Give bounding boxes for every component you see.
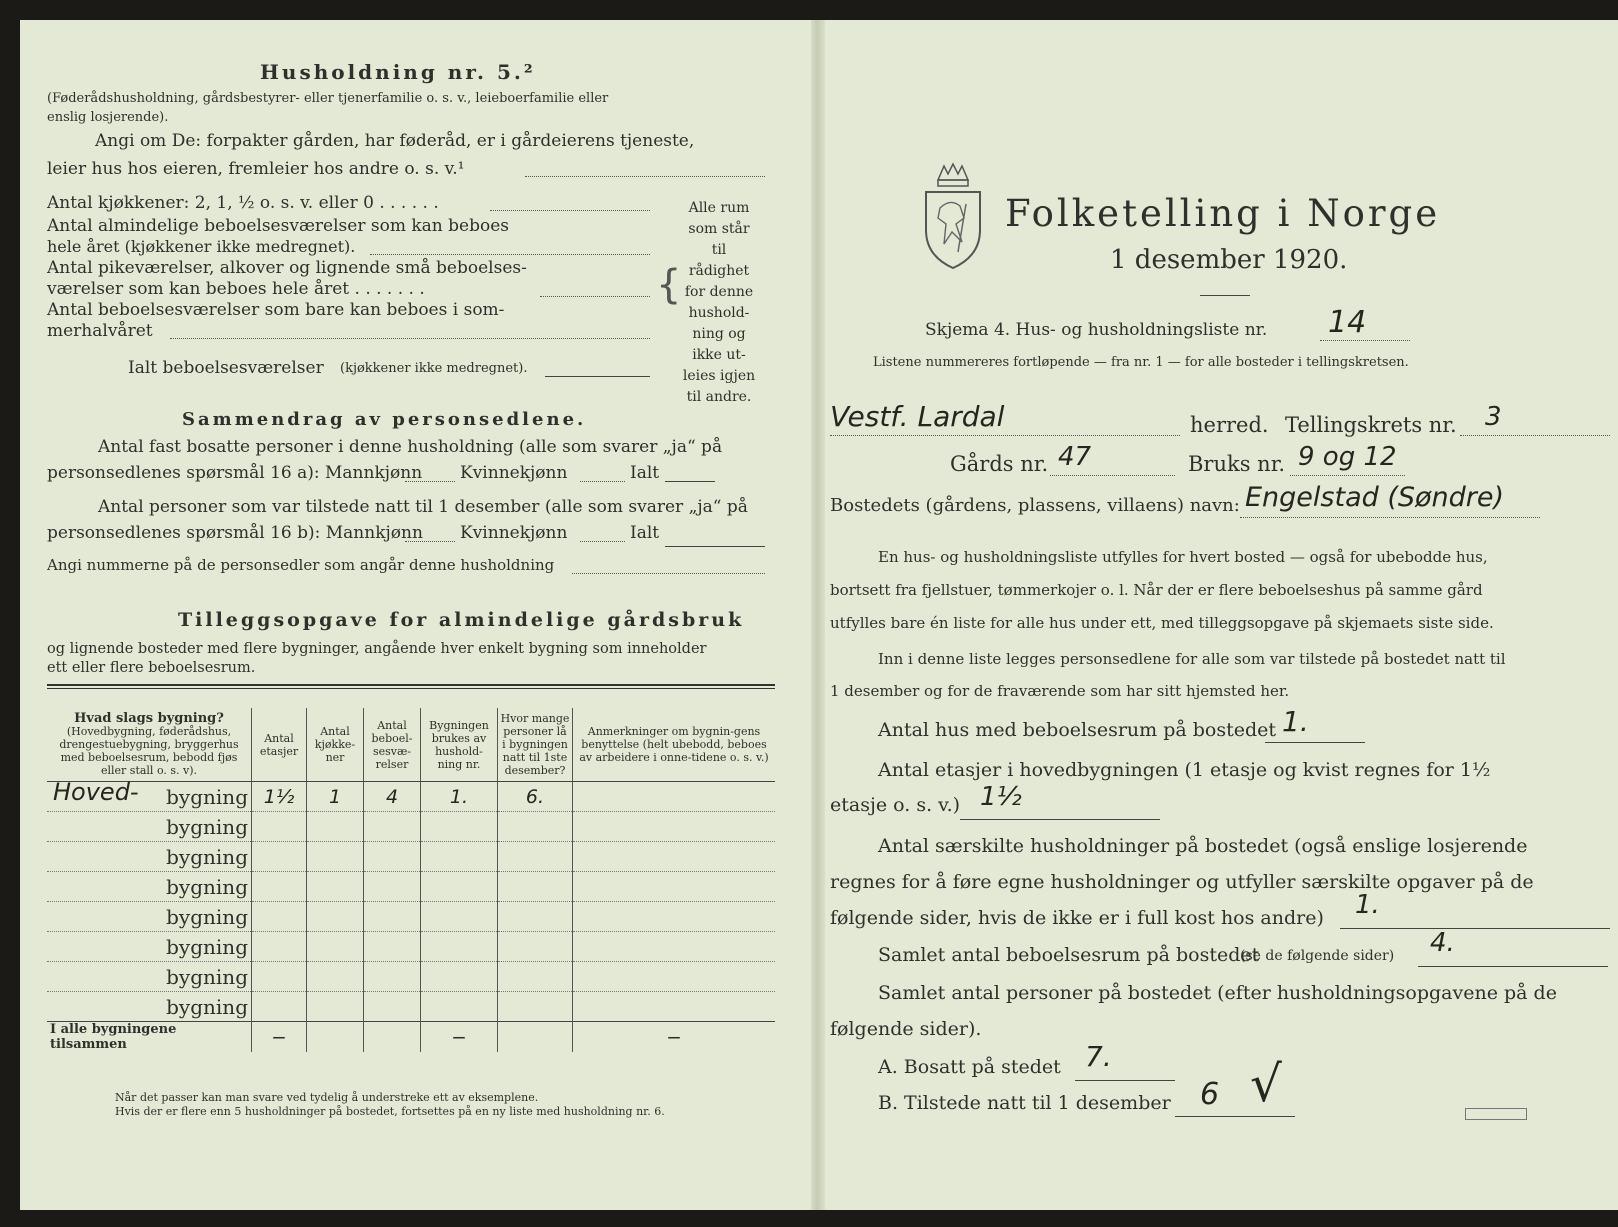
building-table-sum-row — [47, 1022, 775, 1053]
husholdninger-label-3: følgende sider, hvis de ikke er i full kost hos andre) — [830, 907, 1324, 929]
hus-line — [1265, 742, 1365, 743]
cell-personer[interactable] — [498, 812, 573, 842]
present-men-field[interactable] — [405, 541, 455, 542]
cell-husholdning-nr[interactable] — [421, 872, 498, 902]
instruction-line-4: Inn i denne liste legges personsedlene for alle som var tilstede på bostedet natt til — [878, 650, 1506, 668]
summary-line-1a: Antal fast bosatte personer i denne husholdning (alle som svarer „ja“ på — [98, 437, 723, 457]
header-remarks: Anmerkninger om bygnin-gens benyttelse (helt ubebodd, beboes av arbeidere i onne-tidene o. s. v.) — [573, 708, 776, 782]
cell-personer[interactable] — [498, 962, 573, 992]
angi-answer-line[interactable] — [525, 176, 765, 177]
side-note-line: ning og — [692, 326, 746, 342]
tellingskrets-value[interactable]: 3 — [1485, 402, 1502, 432]
bosted-value[interactable]: Engelstad (Søndre) — [1245, 482, 1505, 513]
angi-line-2: leier hus hos eieren, fremleier hos andre o. s. v.¹ — [47, 159, 465, 179]
present-women-label: Kvinnekjønn — [460, 523, 568, 543]
header-floors: Antal etasjer — [252, 708, 307, 782]
cell-kjokkener[interactable] — [307, 872, 364, 902]
cell-beboelsesvaerelser[interactable] — [364, 992, 421, 1022]
rooms-question-kitchens: Antal kjøkkener: 2, 1, ½ o. s. v. eller 0 . . . . . . — [47, 193, 439, 213]
supplement-note-1: og lignende bosteder med flere bygninger, angående hver enkelt bygning som inneholder — [47, 641, 707, 657]
building-table-header — [47, 708, 775, 782]
summary-line-3: Angi nummerne på de personsedler som angår denne husholdning — [47, 556, 555, 574]
cell-beboelsesvaerelser[interactable] — [364, 872, 421, 902]
header-household-nr: Bygningen brukes av hushold-ning nr. — [421, 708, 498, 782]
kitchens-answer-line[interactable] — [490, 210, 650, 211]
cell-husholdning-nr[interactable] — [421, 962, 498, 992]
building-type-printed: bygning — [166, 784, 248, 809]
footnote-2: Hvis der er flere enn 5 husholdninger på bostedet, fortsettes på en ny liste med husholdning nr. 6. — [115, 1105, 665, 1118]
cell-anmerkninger[interactable] — [573, 872, 776, 902]
numbering-note: Listene nummereres fortløpende — fra nr. 1 — for alle bosteder i tellingskretsen. — [873, 355, 1409, 370]
sum-kitchens — [307, 1022, 364, 1053]
rooms-question-summer-b: merhalvåret — [47, 321, 153, 341]
schema-label: Skjema 4. Hus- og husholdningsliste nr. — [925, 320, 1268, 340]
summary-line-2b: personsedlenes spørsmål 16 b): Mannkjønn — [47, 523, 423, 543]
sum-household-nr: — — [421, 1022, 498, 1053]
building-type-cell[interactable] — [47, 962, 252, 992]
ordinary-rooms-answer-line[interactable] — [370, 254, 650, 255]
rum-label: Samlet antal beboelsesrum på bostedet — [878, 944, 1260, 966]
side-note-line: hushold- — [688, 305, 750, 321]
sum-persons — [498, 1022, 573, 1053]
building-type-printed: bygning — [166, 814, 248, 839]
header-building-type-desc: (Hovedbygning, føderådshus, drengestuebygning, bryggerhus med beboelsesrum, bebodd fjøs eller stall o. s. v). — [59, 725, 239, 777]
bruks-label: Bruks nr. — [1188, 452, 1286, 476]
schema-number-line — [1320, 340, 1410, 341]
rooms-question-summer-a: Antal beboelsesværelser som bare kan beboes i som- — [47, 300, 505, 320]
cell-etasjer[interactable] — [252, 992, 307, 1022]
etasjer-label-2: etasje o. s. v.) — [830, 794, 961, 816]
cell-kjokkener[interactable] — [307, 962, 364, 992]
instruction-line-1: En hus- og husholdningsliste utfylles for hvert bosted — også for ubebodde hus, — [878, 548, 1488, 566]
cell-husholdning-nr[interactable] — [421, 902, 498, 932]
etasjer-label-1: Antal etasjer i hovedbygningen (1 etasje og kvist regnes for 1½ — [878, 759, 1491, 781]
right-page — [820, 20, 1618, 1210]
herred-value[interactable]: Vestf. Lardal — [830, 400, 1005, 433]
household-note-line-1: (Føderådshusholdning, gårdsbestyrer- eller tjenerfamilie o. s. v., leieboerfamilie eller — [47, 91, 609, 106]
cell-etasjer[interactable]: 1½ — [252, 782, 307, 812]
cell-beboelsesvaerelser[interactable]: 4 — [364, 782, 421, 812]
personer-label-2: følgende sider). — [830, 1018, 982, 1040]
cell-anmerkninger[interactable] — [573, 932, 776, 962]
cell-anmerkninger[interactable] — [573, 902, 776, 932]
header-rooms: Antal beboel-sesvæ-relser — [364, 708, 421, 782]
tilstede-value[interactable]: 6 — [1200, 1077, 1220, 1112]
etasjer-line — [960, 819, 1160, 820]
building-type-cell[interactable] — [47, 932, 252, 962]
cell-kjokkener[interactable] — [307, 992, 364, 1022]
instruction-line-2: bortsett fra fjellstuer, tømmerkojer o. l. Når der er flere beboelseshus på samme gård — [830, 581, 1483, 599]
cell-kjokkener[interactable] — [307, 932, 364, 962]
hus-label: Antal hus med beboelsesrum på bostedet — [878, 719, 1277, 741]
cell-kjokkener[interactable] — [307, 902, 364, 932]
side-note — [680, 198, 758, 408]
gards-label: Gårds nr. — [950, 452, 1049, 476]
cell-etasjer[interactable] — [252, 962, 307, 992]
form-title: Folketelling i Norge — [1005, 192, 1441, 235]
cell-etasjer[interactable] — [252, 812, 307, 842]
printer-mark — [1465, 1108, 1527, 1120]
census-form-sheet — [20, 20, 1618, 1210]
sum-rooms — [364, 1022, 421, 1053]
bruks-line — [1290, 475, 1405, 476]
rooms-question-small-b: værelser som kan beboes hele året . . . . . . . — [47, 279, 425, 299]
bosatt-line — [1075, 1080, 1175, 1081]
instruction-line-3: utfylles bare én liste for alle hus under ett, med tilleggsopgave på skjemaets siste side. — [830, 614, 1494, 632]
table-row — [47, 812, 775, 842]
resident-total-field[interactable] — [665, 481, 715, 482]
cell-anmerkninger[interactable] — [573, 812, 776, 842]
cell-beboelsesvaerelser[interactable] — [364, 902, 421, 932]
building-table — [47, 708, 775, 1052]
summer-rooms-answer-line[interactable] — [170, 338, 650, 339]
household-note-line-2: enslig losjerende). — [47, 110, 169, 125]
rooms-question-ordinary-a: Antal almindelige beboelsesværelser som kan beboes — [47, 216, 509, 236]
building-type-printed: bygning — [166, 874, 248, 899]
supplement-title: Tilleggsopgave for almindelige gårdsbruk — [178, 609, 745, 631]
cell-personer[interactable]: 6. — [498, 782, 573, 812]
sum-remarks: — — [573, 1022, 776, 1053]
rum-line — [1418, 966, 1608, 967]
schema-number-value[interactable]: 14 — [1328, 305, 1367, 340]
husholdninger-line — [1340, 928, 1610, 929]
table-row — [47, 842, 775, 872]
resident-total-label: Ialt — [630, 463, 660, 483]
sum-floors: — — [252, 1022, 307, 1053]
header-building-type — [47, 708, 252, 782]
cell-anmerkninger[interactable] — [573, 842, 776, 872]
table-row — [47, 962, 775, 992]
building-type-cell[interactable] — [47, 778, 252, 812]
side-note-line: til andre. — [686, 389, 752, 405]
household-title: Husholdning nr. 5.² — [260, 60, 536, 84]
rooms-question-small-a: Antal pikeværelser, alkover og lignende små beboelses- — [47, 258, 527, 278]
summary-title: Sammendrag av personsedlene. — [182, 409, 587, 430]
angi-line-1: Angi om De: forpakter gården, har føderåd, er i gårdeierens tjeneste, — [95, 131, 695, 151]
resident-men-field[interactable] — [405, 481, 455, 482]
cell-anmerkninger[interactable] — [573, 962, 776, 992]
present-total-field[interactable] — [665, 546, 765, 547]
bosted-line — [1240, 517, 1540, 518]
bosatt-value[interactable]: 7. — [1085, 1040, 1112, 1073]
building-type-cell[interactable] — [47, 812, 252, 842]
personer-label-1: Samlet antal personer på bostedet (efter husholdningsopgavene på de — [878, 982, 1557, 1004]
cell-husholdning-nr[interactable] — [421, 992, 498, 1022]
building-type-printed: bygning — [166, 844, 248, 869]
cell-kjokkener[interactable] — [307, 812, 364, 842]
rooms-total-answer-line[interactable] — [545, 376, 650, 377]
husholdninger-label-2: regnes for å føre egne husholdninger og utfyller særskilte opgaver på de — [830, 871, 1534, 893]
cell-personer[interactable] — [498, 992, 573, 1022]
cell-personer[interactable] — [498, 842, 573, 872]
cell-beboelsesvaerelser[interactable] — [364, 962, 421, 992]
cell-personer[interactable] — [498, 902, 573, 932]
cell-husholdning-nr[interactable]: 1. — [421, 782, 498, 812]
cell-anmerkninger[interactable] — [573, 782, 776, 812]
header-building-type-bold: Hvad slags bygning? — [74, 711, 224, 726]
left-page — [20, 20, 815, 1210]
table-row — [47, 932, 775, 962]
footnote-1: Når det passer kan man svare ved tydelig å understreke ett av eksemplene. — [115, 1091, 539, 1104]
sum-label: I alle bygningene tilsammen — [47, 1022, 252, 1053]
cell-husholdning-nr[interactable] — [421, 932, 498, 962]
brace: { — [656, 262, 682, 308]
summary-line-1b: personsedlenes spørsmål 16 a): Mannkjønn — [47, 463, 423, 483]
building-type-printed: bygning — [166, 994, 248, 1019]
building-type-printed: bygning — [166, 904, 248, 929]
building-type-printed: bygning — [166, 934, 248, 959]
cell-etasjer[interactable] — [252, 902, 307, 932]
building-type-cell[interactable] — [47, 902, 252, 932]
cell-etasjer[interactable] — [252, 842, 307, 872]
tilstede-line — [1175, 1116, 1295, 1117]
cell-kjokkener[interactable] — [307, 842, 364, 872]
side-note-line: leies igjen — [682, 368, 756, 384]
supplement-note-2: ett eller flere beboelsesrum. — [47, 660, 256, 676]
building-type-cell[interactable] — [47, 842, 252, 872]
rum-value[interactable]: 4. — [1430, 928, 1455, 958]
husholdninger-value[interactable]: 1. — [1355, 890, 1380, 920]
cell-personer[interactable] — [498, 932, 573, 962]
present-total-label: Ialt — [630, 523, 660, 543]
rooms-question-ordinary-b: hele året (kjøkkener ikke medregnet). — [47, 237, 356, 256]
side-note-line: som står til — [688, 221, 750, 258]
bruks-value[interactable]: 9 og 12 — [1298, 442, 1397, 472]
table-row — [47, 902, 775, 932]
side-note-line: Alle rum — [688, 200, 750, 216]
present-women-field[interactable] — [580, 541, 625, 542]
building-type-printed: bygning — [166, 964, 248, 989]
herred-line — [830, 435, 1180, 436]
tilstede-label: B. Tilstede natt til 1 desember — [878, 1092, 1171, 1114]
table-row — [47, 782, 775, 812]
building-type-handwritten: Hoved- — [53, 778, 139, 806]
husholdninger-label-1: Antal særskilte husholdninger på bostedet (også enslige losjerende — [878, 835, 1528, 857]
building-type-cell[interactable] — [47, 992, 252, 1022]
rum-note: (se de følgende sider) — [1240, 948, 1395, 964]
side-note-line: for denne — [684, 284, 754, 300]
coat-of-arms-icon — [920, 160, 986, 272]
table-row — [47, 872, 775, 902]
gards-value[interactable]: 47 — [1058, 442, 1092, 472]
bosatt-label: A. Bosatt på stedet — [878, 1056, 1061, 1078]
summary-line-2a: Antal personer som var tilstede natt til 1 desember (alle som svarer „ja“ på — [98, 497, 748, 517]
cell-personer[interactable] — [498, 872, 573, 902]
resident-women-label: Kvinnekjønn — [460, 463, 568, 483]
header-persons: Hvor mange personer lå i bygningen natt til 1ste desember? — [498, 708, 573, 782]
resident-women-field[interactable] — [580, 481, 625, 482]
side-note-line: ikke ut- — [692, 347, 746, 363]
cell-husholdning-nr[interactable] — [421, 812, 498, 842]
building-type-cell[interactable] — [47, 872, 252, 902]
gards-line — [1050, 475, 1175, 476]
cell-beboelsesvaerelser[interactable] — [364, 932, 421, 962]
cell-kjokkener[interactable]: 1 — [307, 782, 364, 812]
table-row — [47, 992, 775, 1022]
cell-beboelsesvaerelser[interactable] — [364, 812, 421, 842]
side-note-line: rådighet — [688, 263, 750, 279]
form-date: 1 desember 1920. — [1110, 245, 1348, 275]
instruction-line-5: 1 desember og for de fraværende som har sitt hjemsted her. — [830, 682, 1290, 700]
cell-etasjer[interactable] — [252, 872, 307, 902]
check-mark: √ — [1250, 1055, 1282, 1113]
rooms-total-note: (kjøkkener ikke medregnet). — [340, 361, 528, 376]
header-kitchens: Antal kjøkke-ner — [307, 708, 364, 782]
etasjer-value[interactable]: 1½ — [980, 782, 1022, 812]
hus-value[interactable]: 1. — [1282, 705, 1309, 738]
cell-husholdning-nr[interactable] — [421, 842, 498, 872]
cell-etasjer[interactable] — [252, 932, 307, 962]
herred-label: herred. — [1190, 413, 1269, 437]
tellingskrets-line — [1460, 435, 1610, 436]
title-separator — [1200, 295, 1250, 296]
small-rooms-answer-line[interactable] — [540, 296, 650, 297]
cell-beboelsesvaerelser[interactable] — [364, 842, 421, 872]
rooms-total-label: Ialt beboelsesværelser — [128, 358, 324, 378]
tellingskrets-label: Tellingskrets nr. — [1285, 413, 1457, 437]
table-top-rule — [47, 684, 775, 689]
cell-anmerkninger[interactable] — [573, 992, 776, 1022]
person-numbers-field[interactable] — [572, 573, 765, 574]
bosted-label: Bostedets (gårdens, plassens, villaens) navn: — [830, 495, 1240, 516]
